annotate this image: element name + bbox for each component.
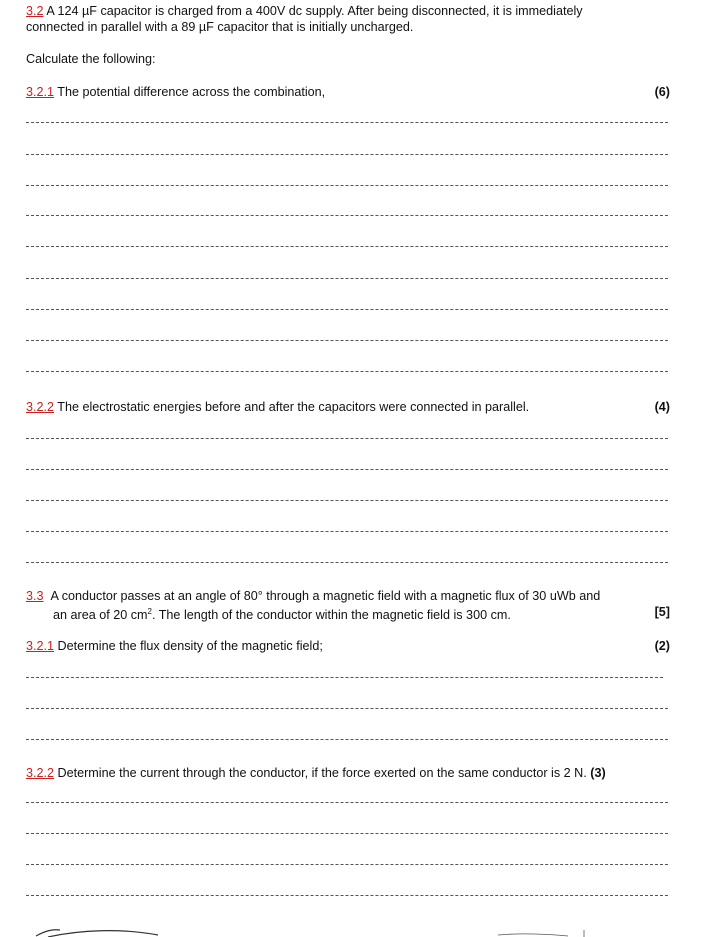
question-number: 3.2.2 (26, 400, 55, 414)
answer-line[interactable] (26, 531, 668, 532)
signature-scribble (0, 918, 703, 937)
signature-stroke-right (498, 930, 584, 937)
answer-line[interactable] (26, 278, 668, 279)
answer-line[interactable] (26, 500, 668, 501)
answer-line[interactable] (26, 708, 668, 709)
marks-label: (3) (590, 766, 606, 780)
question-number: 3.2 (26, 4, 44, 18)
answer-line[interactable] (26, 469, 668, 470)
answer-line[interactable] (26, 185, 668, 186)
superscript: 2 (147, 607, 152, 616)
question-text: Determine the flux density of the magnetic field; (54, 639, 323, 653)
question-3-2-1 (26, 84, 670, 100)
answer-line[interactable] (26, 122, 668, 123)
instruction-text: Calculate the following: (26, 52, 156, 66)
answer-line[interactable] (26, 246, 668, 247)
answer-line[interactable] (26, 802, 668, 803)
answer-line[interactable] (26, 154, 668, 155)
question-text: Determine the current through the conductor, if the force exerted on the same conductor is 2 N. (54, 766, 587, 780)
answer-line[interactable] (26, 864, 668, 865)
answer-line[interactable] (26, 340, 668, 341)
question-3-2-2 (26, 399, 670, 415)
answer-line[interactable] (26, 371, 668, 372)
answer-line[interactable] (26, 562, 668, 563)
question-3-2 (26, 3, 670, 35)
marks-label: [5] (654, 605, 670, 619)
question-text-line-2a: an area of 20 cm (53, 608, 148, 623)
question-text-line-1: A 124 µF capacitor is charged from a 400V dc supply. After being disconnected, it is immediately (43, 4, 583, 18)
answer-line[interactable] (26, 833, 668, 834)
exam-page (26, 0, 670, 937)
question-3-3-line-2 (26, 604, 670, 623)
question-3-3 (26, 588, 670, 604)
question-text-line-2b: . The length of the conductor within the magnetic field is 300 cm. (151, 608, 511, 623)
signature-stroke-left (36, 930, 158, 937)
question-flux-density (26, 638, 670, 654)
marks-label: (4) (654, 400, 670, 414)
question-text: The potential difference across the combination, (54, 85, 326, 99)
question-number: 3.2.2 (26, 766, 55, 780)
question-text-line-2: connected in parallel with a 89 µF capacitor that is initially uncharged. (26, 20, 414, 34)
answer-line[interactable] (26, 895, 668, 896)
question-current (26, 765, 670, 781)
question-text-line-1: A conductor passes at an angle of 80° through a magnetic field with a magnetic flux of 30 uWb and (50, 589, 601, 603)
answer-line[interactable] (26, 309, 668, 310)
question-number: 3.2.1 (26, 639, 55, 653)
question-text: The electrostatic energies before and after the capacitors were connected in parallel. (54, 400, 530, 414)
question-number: 3.2.1 (26, 85, 55, 99)
question-number: 3.3 (26, 589, 44, 603)
marks-label: (2) (654, 639, 670, 653)
marks-label: (6) (654, 85, 670, 99)
answer-line[interactable] (26, 739, 668, 740)
answer-line[interactable] (26, 438, 668, 439)
answer-line[interactable] (26, 677, 663, 678)
answer-line[interactable] (26, 215, 668, 216)
